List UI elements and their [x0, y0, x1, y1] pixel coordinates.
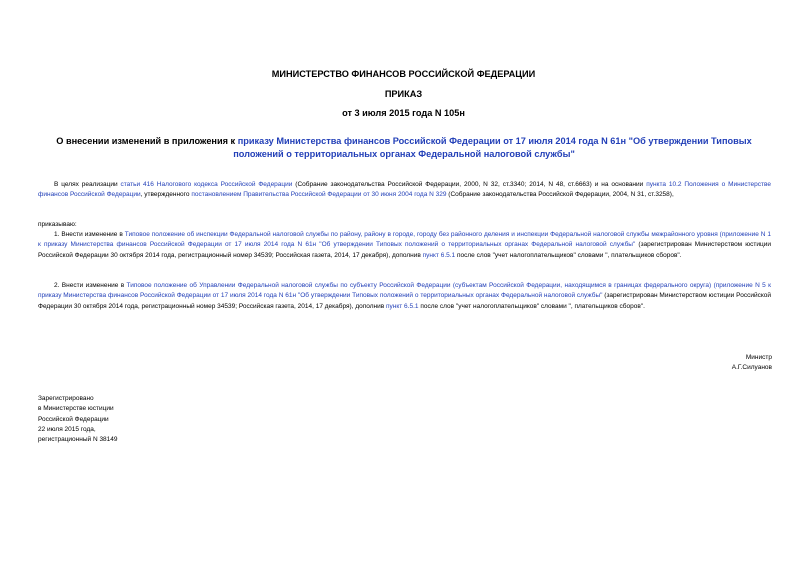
item2-text-3: после слов "учет налогоплательщиков" словами ", плательщиков сборов".: [418, 302, 645, 310]
item1-text-2: (зарегистрирован Министерством юстиции Российской Федерации 30 октября 2014 года, регистрационный номер 34539; Российская газета, 2014, 17 декабря), дополнив: [38, 241, 771, 259]
item2-text-2: (зарегистрирован Министерством юстиции Российской Федерации 30 октября 2014 года, регистрационный номер 34539; Российская газета, 2014, 17 декабря), дополнив: [38, 292, 771, 310]
basis-text-1: В целях реализации: [54, 181, 121, 188]
basis-text-4: (Собрание законодательства Российской Федерации, 2004, N 31, ст.3258),: [446, 191, 674, 199]
link-typical-regulation-directorate[interactable]: Типовое положение об Управлении Федеральной налоговой службы по субъекту Российской Федерации (субъектам Российской Федерации, находящимся в границах федерального округа) (приложение N 5 к приказу Министерства финансов Российской Федерации от 17 июля 2014 года N 61н "Об утверждении Типовых положений о территориальных органах Федеральной налоговой службы": [38, 282, 771, 300]
decree-word: приказываю:: [38, 221, 77, 228]
link-tax-code-article-416[interactable]: статьи 416 Налогового кодекса Российской Федерации: [120, 181, 293, 188]
signatory-position: Министр: [745, 354, 772, 361]
registration-line-2: в Министерстве юстиции: [38, 405, 114, 413]
link-typical-regulation-inspection[interactable]: Типовое положение об инспекции Федеральной налоговой службы по району, району в городе, городу без районного деления и инспекции Федеральной налоговой службы межрайонного уровня (приложение N 1 к приказу Министерства финансов Российской Федерации от 17 июля 2014 года N 61н "Об утверждении Типовых положений о территориальных органах Федеральной налоговой службы": [38, 231, 772, 249]
ministry-heading: МИНИСТЕРСТВО ФИНАНСОВ РОССИЙСКОЙ ФЕДЕРАЦИИ: [271, 69, 536, 79]
signatory-name: А.Г.Силуанов: [731, 364, 772, 372]
registration-line-3: Российской Федерации: [38, 415, 109, 423]
item2-text-1: 2. Внести изменение в: [54, 282, 127, 289]
link-item2-clause-6-5-1[interactable]: пункт 6.5.1: [386, 302, 419, 310]
basis-text-2: (Собрание законодательства Российской Федерации, 2000, N 32, ст.3340; 2014, N 48, ст.6663) и на основании: [292, 181, 647, 188]
link-item1-clause-6-5-1[interactable]: пункт 6.5.1: [422, 251, 456, 259]
item-1-paragraph: [38, 230, 771, 261]
title-link-order-61n[interactable]: приказу Министерства финансов Российской Федерации от 17 июля 2014 года N 61н "Об утверждении Типовых положений о территориальных органах Федеральной налоговой службы": [233, 136, 752, 159]
basis-paragraph: [38, 180, 771, 201]
registration-line-4: 22 июля 2015 года,: [38, 425, 96, 433]
registration-line-1: Зарегистрировано: [38, 395, 94, 402]
document-type-heading: ПРИКАЗ: [384, 89, 423, 99]
item1-text-3: после слов "учет налогоплательщиков" словами ", плательщиков сборов".: [455, 251, 682, 259]
link-government-resolution-329[interactable]: постановлением Правительства Российской Федерации от 30 июня 2004 года N 329: [191, 191, 447, 199]
registration-line-5: регистрационный N 38149: [38, 436, 118, 444]
item1-text-1: 1. Внести изменение в: [54, 231, 125, 238]
link-ministry-regulation-10-2[interactable]: пункта 10.2 Положения о Министерстве финансов Российской Федерации: [38, 181, 771, 199]
basis-text-3: , утвержденного: [140, 191, 192, 199]
document-title: [34, 135, 774, 161]
item-2-paragraph: [38, 281, 771, 312]
registration-block: [38, 394, 238, 445]
signature-block: [600, 353, 772, 374]
title-prefix: О внесении изменений в приложения к: [56, 136, 238, 146]
document-date-number: от 3 июля 2015 года N 105н: [342, 108, 465, 118]
